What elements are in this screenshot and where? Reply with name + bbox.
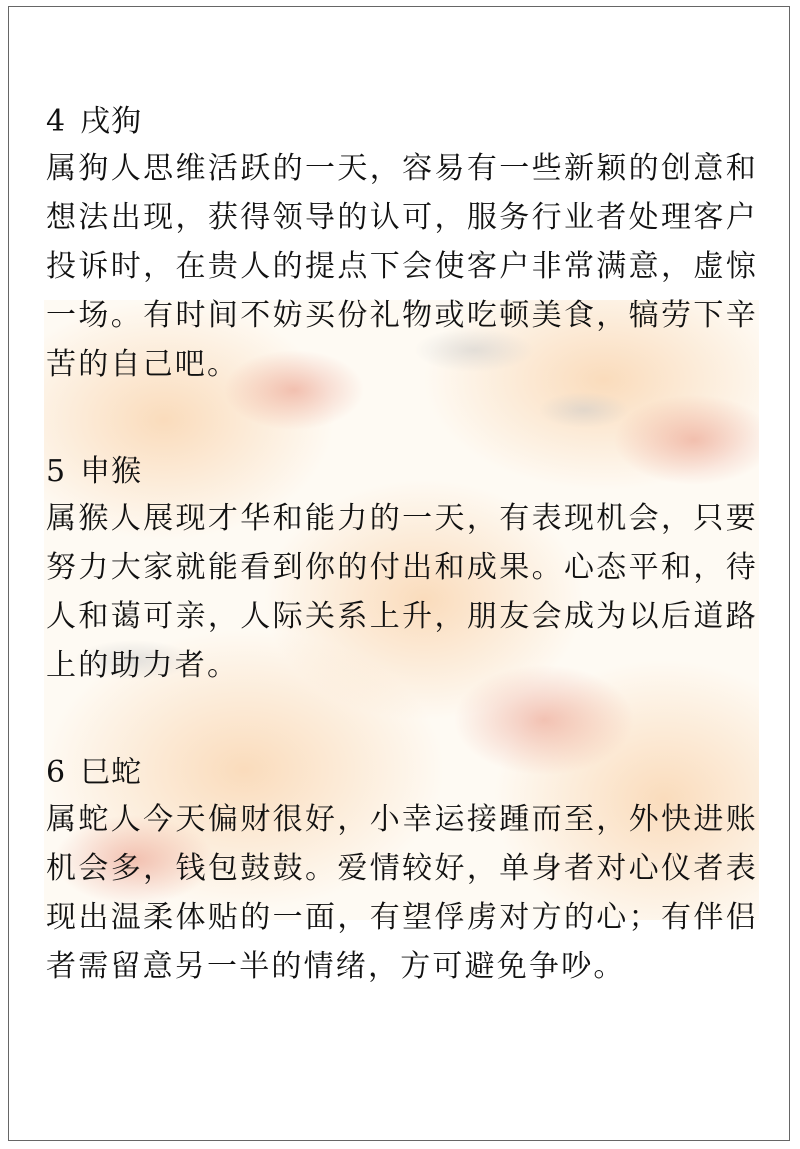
section-heading xyxy=(46,450,758,494)
section-number: 6 xyxy=(46,755,67,790)
section-text: 属狗人思维活跃的一天，容易有一些新颖的创意和想法出现，获得领导的认可，服务行业者处理客户投诉时，在贵人的提点下会使客户非常满意，虚惊一场。有时间不妨买份礼物或吃顿美食，犒劳下辛苦的自己吧。 xyxy=(46,151,758,382)
section-title: 戌狗 xyxy=(80,104,143,139)
section-dog xyxy=(46,100,758,389)
section-spacer xyxy=(46,690,758,751)
section-title: 巳蛇 xyxy=(80,755,143,790)
section-text: 属蛇人今天偏财很好，小幸运接踵而至，外快进账机会多，钱包鼓鼓。爱情较好，单身者对心仪者表现出温柔体贴的一面，有望俘虏对方的心；有伴侣者需留意另一半的情绪，方可避免争吵。 xyxy=(46,802,758,984)
section-text: 属猴人展现才华和能力的一天，有表现机会，只要努力大家就能看到你的付出和成果。心态平和，待人和蔼可亲，人际关系上升，朋友会成为以后道路上的助力者。 xyxy=(46,501,758,683)
section-number: 4 xyxy=(46,104,67,139)
section-title: 申猴 xyxy=(80,454,143,489)
section-heading xyxy=(46,100,758,144)
section-heading xyxy=(46,751,758,795)
section-spacer xyxy=(46,389,758,450)
horoscope-content xyxy=(46,100,758,991)
section-snake xyxy=(46,751,758,991)
section-number: 5 xyxy=(46,454,67,489)
section-monkey xyxy=(46,450,758,690)
